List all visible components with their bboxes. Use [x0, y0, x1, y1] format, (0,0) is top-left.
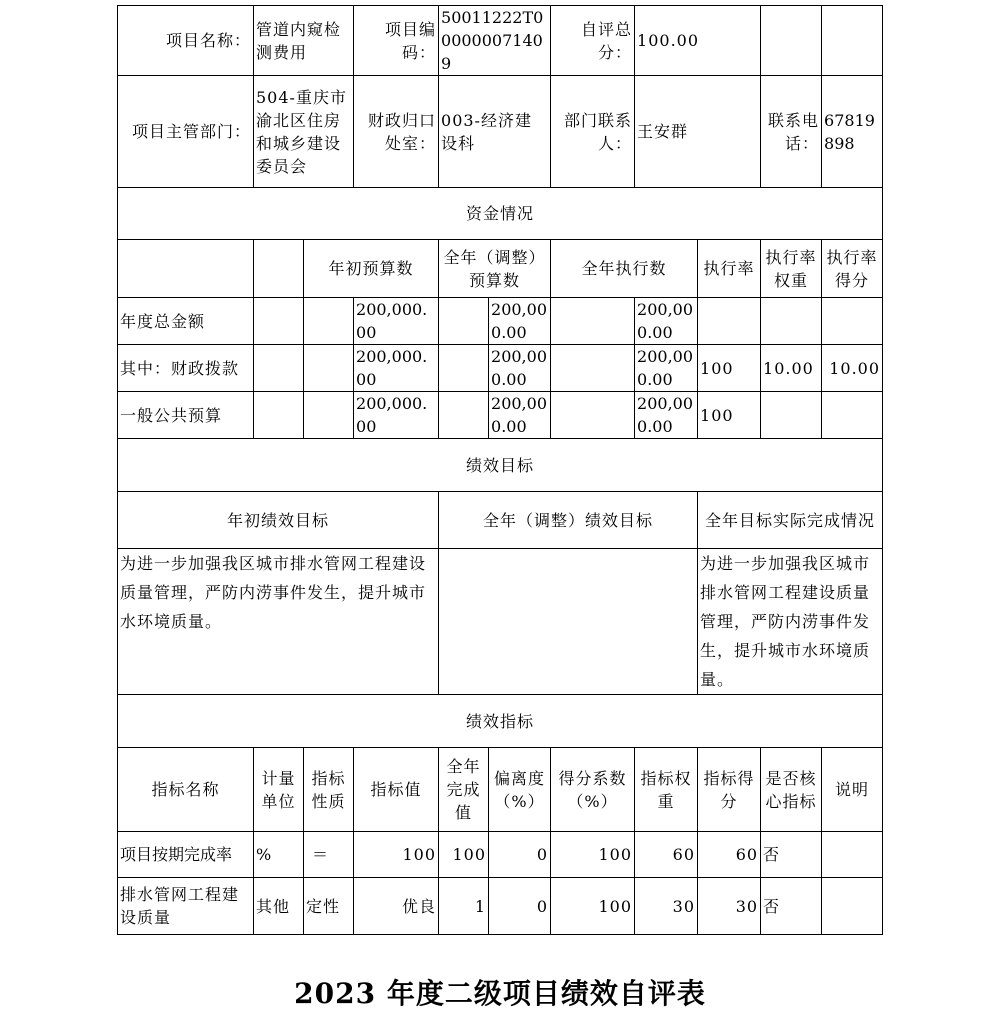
- ind-done: 1: [439, 878, 489, 935]
- goals-header-initial: 年初绩效目标: [118, 492, 439, 549]
- funds-score: 10.00: [822, 345, 883, 392]
- goals-section-title: 绩效目标: [118, 439, 883, 492]
- goals-content-row: [118, 549, 883, 695]
- funds-header-executed: 全年执行数: [551, 240, 698, 298]
- ind-header-done: 全年完成值: [439, 748, 489, 832]
- ind-core: 否: [761, 832, 822, 878]
- ind-value: 100: [354, 832, 439, 878]
- ind-name: 项目按期完成率: [118, 832, 254, 878]
- funds-header-row: [118, 240, 883, 298]
- dept-label: 项目主管部门：: [118, 76, 254, 188]
- funds-executed: 200,000.00: [635, 298, 698, 345]
- empty-cell: [254, 298, 304, 345]
- empty-cell: [551, 298, 635, 345]
- document-title: 2023 年度二级项目绩效自评表: [294, 977, 706, 1010]
- empty-cell: [304, 392, 354, 439]
- goal-initial-text: 为进一步加强我区城市排水管网工程建设质量管理，严防内涝事件发生，提升城市水环境质量。: [118, 549, 439, 695]
- name-value: 管道内窥检测费用: [254, 6, 354, 76]
- ind-header-weight: 指标权重: [635, 748, 698, 832]
- office-label: 财政归口处室：: [354, 76, 439, 188]
- ind-header-core: 是否核心指标: [761, 748, 822, 832]
- empty-cell: [439, 392, 489, 439]
- funds-adjusted: 200,000.00: [489, 392, 551, 439]
- funds-rate: 100: [698, 392, 761, 439]
- ind-header-coef: 得分系数（%）: [551, 748, 635, 832]
- empty-cell: [254, 240, 304, 298]
- ind-header-name: 指标名称: [118, 748, 254, 832]
- ind-header-note: 说明: [822, 748, 883, 832]
- goals-header-row: [118, 492, 883, 549]
- ind-deviation: 0: [489, 878, 551, 935]
- indicator-row: [118, 832, 883, 878]
- funds-header-score: 执行率得分: [822, 240, 883, 298]
- ind-score: 60: [698, 832, 761, 878]
- funds-row-label: 年度总金额: [118, 298, 254, 345]
- goal-actual-text: 为进一步加强我区城市排水管网工程建设质量管理，严防内涝事件发生，提升城市水环境质量。: [698, 549, 883, 695]
- ind-note: [822, 878, 883, 935]
- funds-rate: 100: [698, 345, 761, 392]
- funds-row: [118, 298, 883, 345]
- empty-cell: [254, 392, 304, 439]
- ind-done: 100: [439, 832, 489, 878]
- funds-section-row: [118, 188, 883, 240]
- ind-value: 优良: [354, 878, 439, 935]
- ind-header-deviation: 偏离度（%）: [489, 748, 551, 832]
- project-name-row: [118, 6, 883, 76]
- funds-row: [118, 392, 883, 439]
- goals-header-adjusted: 全年（调整）绩效目标: [439, 492, 698, 549]
- ind-nature: ＝: [304, 832, 354, 878]
- ind-note: [822, 832, 883, 878]
- funds-initial: 200,000.00: [354, 345, 439, 392]
- funds-header-adjusted: 全年（调整）预算数: [439, 240, 551, 298]
- indicators-section-row: [118, 695, 883, 748]
- funds-row-label: 一般公共预算: [118, 392, 254, 439]
- empty-cell: [761, 6, 822, 76]
- funds-adjusted: 200,000.00: [489, 298, 551, 345]
- funds-initial: 200,000.00: [354, 298, 439, 345]
- empty-cell: [551, 392, 635, 439]
- empty-cell: [822, 6, 883, 76]
- ind-header-score: 指标得分: [698, 748, 761, 832]
- ind-unit: %: [254, 832, 304, 878]
- funds-weight: 10.00: [761, 345, 822, 392]
- funds-weight: [761, 392, 822, 439]
- indicators-header-row: [118, 748, 883, 832]
- goals-header-actual: 全年目标实际完成情况: [698, 492, 883, 549]
- score-value: 100.00: [635, 6, 761, 76]
- funds-row-label: 其中：财政拨款: [118, 345, 254, 392]
- ind-score: 30: [698, 878, 761, 935]
- goals-section-row: [118, 439, 883, 492]
- funds-header-weight: 执行率权重: [761, 240, 822, 298]
- empty-cell: [304, 298, 354, 345]
- office-value: 003-经济建设科: [439, 76, 551, 188]
- empty-cell: [439, 345, 489, 392]
- name-label: 项目名称：: [118, 6, 254, 76]
- empty-cell: [118, 240, 254, 298]
- empty-cell: [254, 345, 304, 392]
- funds-weight: [761, 298, 822, 345]
- funds-executed: 200,000.00: [635, 345, 698, 392]
- code-value: 50011222T000000071409: [439, 6, 551, 76]
- ind-weight: 30: [635, 878, 698, 935]
- ind-unit: 其他: [254, 878, 304, 935]
- ind-name: 排水管网工程建设质量: [118, 878, 254, 935]
- ind-header-unit: 计量单位: [254, 748, 304, 832]
- ind-header-nature: 指标性质: [304, 748, 354, 832]
- funds-section-title: 资金情况: [118, 188, 883, 240]
- ind-coef: 100: [551, 878, 635, 935]
- score-label: 自评总分：: [551, 6, 635, 76]
- funds-header-initial: 年初预算数: [304, 240, 439, 298]
- funds-score: [822, 392, 883, 439]
- empty-cell: [551, 345, 635, 392]
- funds-row: [118, 345, 883, 392]
- funds-score: [822, 298, 883, 345]
- indicators-section-title: 绩效指标: [118, 695, 883, 748]
- contact-value: 王安群: [635, 76, 761, 188]
- ind-nature: 定性: [304, 878, 354, 935]
- performance-form-table: [117, 5, 883, 935]
- phone-value: 67819898: [822, 76, 883, 188]
- dept-value: 504-重庆市渝北区住房和城乡建设委员会: [254, 76, 354, 188]
- ind-weight: 60: [635, 832, 698, 878]
- funds-executed: 200,000.00: [635, 392, 698, 439]
- goal-adjusted-text: [439, 549, 698, 695]
- phone-label: 联系电话：: [761, 76, 822, 188]
- ind-coef: 100: [551, 832, 635, 878]
- funds-header-rate: 执行率: [698, 240, 761, 298]
- empty-cell: [439, 298, 489, 345]
- ind-header-value: 指标值: [354, 748, 439, 832]
- ind-core: 否: [761, 878, 822, 935]
- funds-rate: [698, 298, 761, 345]
- indicator-row: [118, 878, 883, 935]
- funds-initial: 200,000.00: [354, 392, 439, 439]
- department-row: [118, 76, 883, 188]
- funds-adjusted: 200,000.00: [489, 345, 551, 392]
- contact-label: 部门联系人：: [551, 76, 635, 188]
- empty-cell: [304, 345, 354, 392]
- ind-deviation: 0: [489, 832, 551, 878]
- code-label: 项目编码：: [354, 6, 439, 76]
